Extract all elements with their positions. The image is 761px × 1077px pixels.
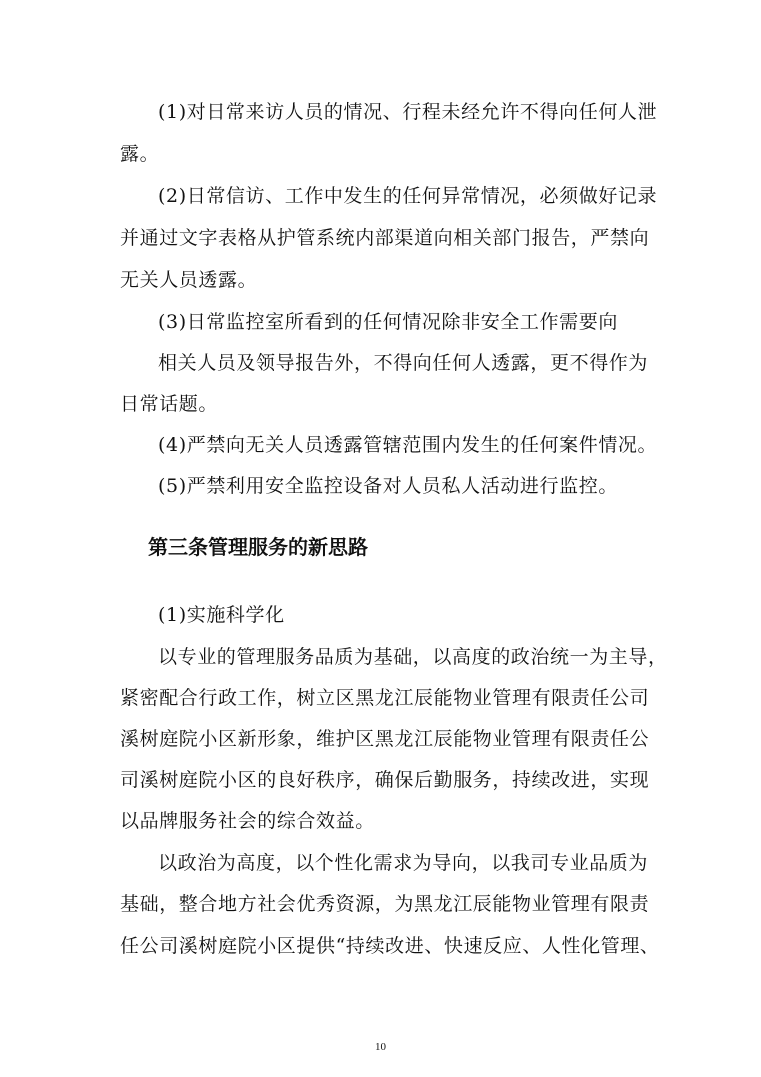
paragraph-line: (4)严禁向无关人员透露管辖范围内发生的任何案件情况。	[158, 434, 658, 456]
paragraph-line: 露。	[120, 143, 160, 165]
page-number: 10	[375, 1041, 386, 1053]
paragraph-line: (2)日常信访、工作中发生的任何异常情况，必须做好记录	[158, 185, 658, 207]
paragraph-line: 并通过文字表格从护管系统内部渠道向相关部门报告，严禁向	[120, 227, 650, 249]
paragraph-line: 任公司溪树庭院小区提供“持续改进、快速反应、人性化管理、	[120, 935, 660, 957]
paragraph-line: (5)严禁利用安全监控设备对人员私人活动进行监控。	[158, 475, 618, 497]
paragraph-line: (1)对日常来访人员的情况、行程未经允许不得向任何人泄	[158, 101, 658, 123]
paragraph-line: (3)日常监控室所看到的任何情况除非安全工作需要向	[158, 311, 618, 333]
paragraph-line: 无关人员透露。	[120, 269, 258, 291]
paragraph-line: 溪树庭院小区新形象，维护区黑龙江辰能物业管理有限责任公	[120, 728, 650, 750]
paragraph-line: 日常话题。	[120, 393, 219, 415]
paragraph-line: 司溪树庭院小区的良好秩序，确保后勤服务，持续改进，实现	[120, 769, 650, 791]
paragraph-line: 紧密配合行政工作，树立区黑龙江辰能物业管理有限责任公司	[120, 687, 650, 709]
paragraph-line: (1)实施科学化	[158, 604, 285, 626]
section-heading: 第三条管理服务的新思路	[148, 535, 368, 559]
paragraph-line: 以专业的管理服务品质为基础，以高度的政治统一为主导，	[158, 646, 668, 668]
paragraph-line: 基础，整合地方社会优秀资源，为黑龙江辰能物业管理有限责	[120, 893, 650, 915]
paragraph-line: 相关人员及领导报告外，不得向任何人透露，更不得作为	[158, 352, 649, 374]
paragraph-line: 以品牌服务社会的综合效益。	[120, 810, 375, 832]
paragraph-line: 以政治为高度，以个性化需求为导向，以我司专业品质为	[158, 852, 649, 874]
